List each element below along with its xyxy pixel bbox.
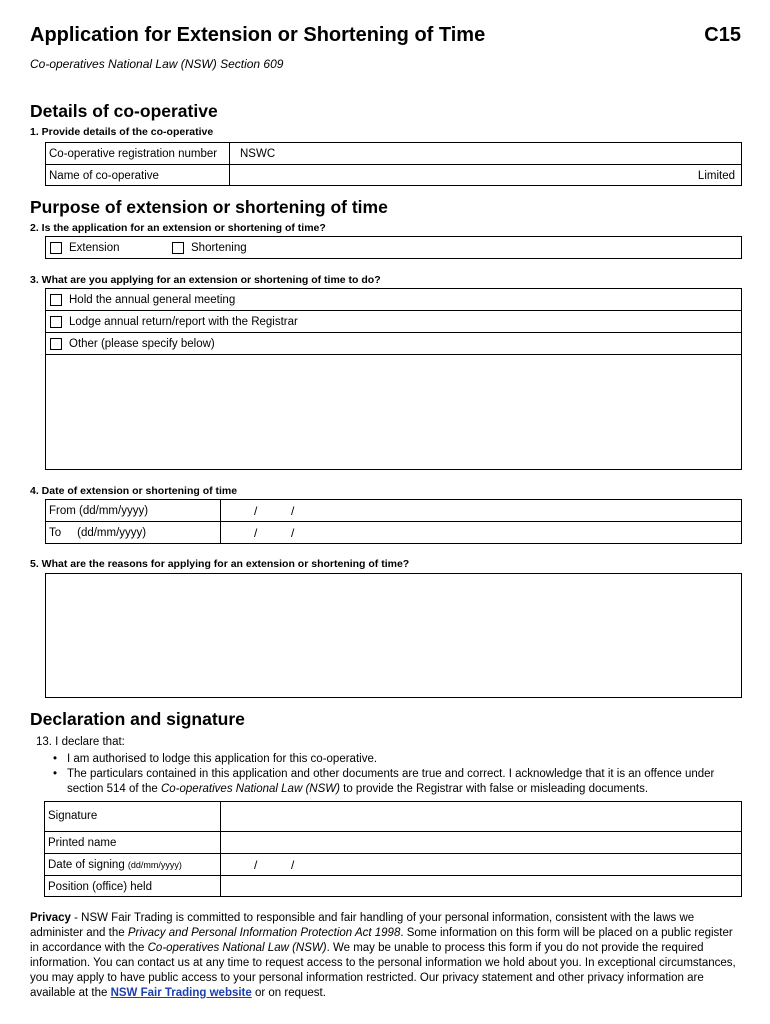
signature-field[interactable] — [221, 802, 741, 831]
shortening-label: Shortening — [191, 241, 247, 254]
position-label: Position (office) held — [45, 876, 221, 897]
agm-label: Hold the annual general meeting — [69, 293, 236, 306]
reasons-field[interactable] — [45, 573, 742, 698]
question-3: 3. What are you applying for an extension or shortening of time to do? — [30, 274, 381, 286]
agm-checkbox[interactable] — [50, 294, 62, 306]
extension-type-box — [45, 236, 742, 259]
table-row — [45, 832, 741, 854]
table-row — [46, 500, 741, 522]
question-4: 4. Date of extension or shortening of time — [30, 485, 238, 497]
cooperative-details-table — [45, 142, 742, 186]
list-item — [46, 311, 741, 333]
extension-option[interactable] — [46, 237, 166, 258]
date-separator: / — [291, 526, 295, 540]
other-checkbox[interactable] — [50, 338, 62, 350]
reg-prefix: NSWC — [240, 147, 276, 160]
shortening-option[interactable] — [169, 237, 329, 258]
date-of-signing-field[interactable] — [221, 854, 741, 875]
date-separator: / — [254, 503, 258, 518]
reg-number-field[interactable] — [230, 143, 741, 164]
option-agm[interactable] — [46, 289, 741, 310]
question-5: 5. What are the reasons for applying for an extension or shortening of time? — [30, 558, 410, 570]
date-of-signing-label: Date of signing (dd/mm/yyyy) — [45, 854, 221, 875]
table-row — [46, 522, 741, 544]
reg-number-label: Co-operative registration number — [46, 143, 230, 164]
privacy-notice: Privacy - NSW Fair Trading is committed to responsible and fair handling of your personal information, consistent with the laws we administer and the Privacy and Personal Information Protection Act 1998. Some information on this form will be placed on a public register in accordance with the Co-operatives National Law (NSW). We may be unable to process this form if you do not provide the required information. You can contact us at any time to request access to the personal information we hold about you. In exceptional circumstances, you may apply to have public access to your personal information restricted. Our privacy statement and other privacy information are available at the NSW Fair Trading website or on request. — [30, 912, 736, 999]
form-code: C15 — [704, 24, 741, 46]
declaration-intro: 13. I declare that: — [36, 736, 125, 748]
fair-trading-website-link[interactable]: NSW Fair Trading website — [110, 987, 252, 999]
printed-name-field[interactable] — [221, 832, 741, 853]
date-table — [45, 499, 742, 544]
coop-name-label: Name of co-operative — [46, 165, 230, 186]
list-item: • The particulars contained in this application and other documents are true and correct. I acknowledge that it is an offence under section 514 of the Co-operatives National Law (NSW) to provide the Registrar with false or misleading documents. — [50, 767, 720, 797]
purpose-options-box — [45, 288, 742, 470]
date-separator: / — [254, 857, 258, 872]
form-title: Application for Extension or Shortening of Time — [30, 24, 486, 46]
table-row — [45, 802, 741, 832]
table-row — [46, 143, 741, 165]
list-item: • I am authorised to lodge this application for this co-operative. — [50, 752, 720, 767]
position-field[interactable] — [221, 876, 741, 897]
table-row — [45, 854, 741, 876]
to-date-label: To (dd/mm/yyyy) — [46, 522, 221, 544]
date-separator: / — [291, 857, 295, 872]
list-item — [46, 333, 741, 355]
date-separator: / — [254, 526, 258, 540]
to-date-field[interactable] — [221, 522, 741, 544]
extension-checkbox[interactable] — [50, 242, 62, 254]
list-item — [46, 289, 741, 311]
question-1: 1. Provide details of the co-operative — [30, 126, 214, 138]
declaration-list — [50, 752, 720, 797]
table-row — [46, 237, 741, 258]
annual-return-label: Lodge annual return/report with the Registrar — [69, 315, 298, 328]
printed-name-label: Printed name — [45, 832, 221, 853]
from-date-label: From (dd/mm/yyyy) — [46, 500, 221, 521]
form-subtitle: Co-operatives National Law (NSW) Section 609 — [30, 57, 284, 71]
heading-details: Details of co-operative — [30, 101, 218, 121]
signature-table — [44, 801, 742, 897]
signature-label: Signature — [45, 802, 221, 831]
coop-name-field[interactable] — [230, 165, 741, 186]
question-2: 2. Is the application for an extension or shortening of time? — [30, 222, 326, 234]
date-separator: / — [291, 503, 295, 518]
privacy-label: Privacy — [30, 912, 71, 924]
table-row — [46, 165, 741, 186]
table-row — [45, 876, 741, 897]
heading-declaration: Declaration and signature — [30, 709, 245, 729]
annual-return-checkbox[interactable] — [50, 316, 62, 328]
from-date-field[interactable] — [221, 500, 741, 521]
extension-label: Extension — [69, 241, 120, 254]
heading-purpose: Purpose of extension or shortening of time — [30, 197, 388, 217]
other-label: Other (please specify below) — [69, 337, 215, 350]
option-annual-return[interactable] — [46, 311, 741, 332]
shortening-checkbox[interactable] — [172, 242, 184, 254]
name-suffix: Limited — [697, 169, 735, 182]
option-other[interactable] — [46, 333, 741, 354]
other-specify-field[interactable] — [46, 355, 741, 469]
